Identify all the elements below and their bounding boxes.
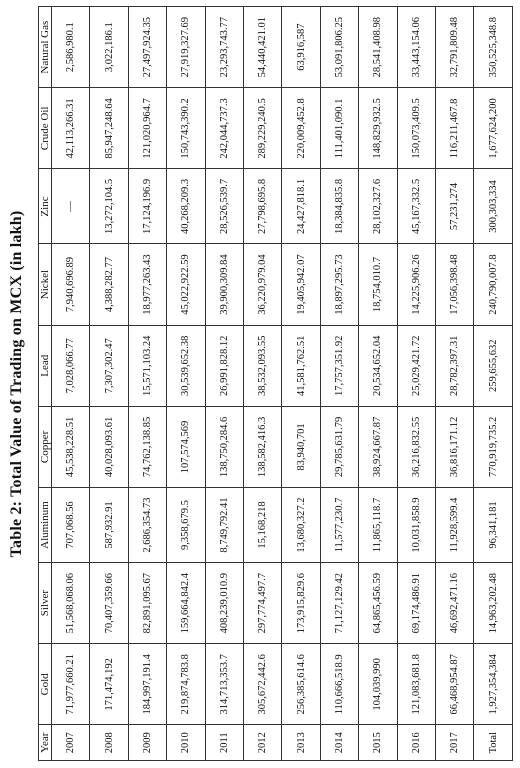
table-cell: 2007 [52, 725, 90, 761]
table-cell: 297,774,497.7 [244, 563, 282, 644]
table-cell: 24,427,818.1 [282, 169, 320, 244]
table-cell: 138,582,416.3 [244, 406, 282, 487]
col-header: Aluminum [39, 488, 52, 563]
table-cell: 9,358,679.5 [167, 488, 205, 563]
table-cell: 66,468,954.87 [436, 644, 474, 725]
table-cell: 20,534,652.04 [359, 325, 397, 406]
table-cell: 74,762,138.85 [128, 406, 166, 487]
table-cell: 587,932.91 [90, 488, 128, 563]
table-cell: 408,239,010.9 [205, 563, 243, 644]
table-cell: 159,664,842.4 [167, 563, 205, 644]
table-row [128, 7, 166, 761]
table-cell: 23,293,743.77 [205, 7, 243, 88]
table-cell: 2009 [128, 725, 166, 761]
table-cell: 53,091,806.25 [320, 7, 358, 88]
table-cell: 27,919,327.69 [167, 7, 205, 88]
table-cell: 96,341,181 [474, 488, 513, 563]
table-cell: 150,743,390.2 [167, 88, 205, 169]
table-cell: 8,749,792.41 [205, 488, 243, 563]
table-cell: 28,541,408.98 [359, 7, 397, 88]
table-cell: 110,666,518.9 [320, 644, 358, 725]
table-cell: 54,440,421.01 [244, 7, 282, 88]
table-cell: 10,031,858.9 [397, 488, 435, 563]
table-cell: 121,083,681.8 [397, 644, 435, 725]
table-row [282, 7, 320, 761]
col-header: Copper [39, 406, 52, 487]
table-cell: 17,757,351.92 [320, 325, 358, 406]
table-cell: 45,538,228.51 [52, 406, 90, 487]
table-cell: 259,655,632 [474, 325, 513, 406]
table-cell: 46,692,471.16 [436, 563, 474, 644]
table-cell: 15,571,103.24 [128, 325, 166, 406]
table-cell: 13,272,104.5 [90, 169, 128, 244]
table-cell: 116,211,467.8 [436, 88, 474, 169]
table-cell: 350,525,348.8 [474, 7, 513, 88]
table-cell: 770,919,735.2 [474, 406, 513, 487]
table-cell: 45,022,922.59 [167, 244, 205, 325]
table-row [205, 7, 243, 761]
table-cell: 18,754,010.7 [359, 244, 397, 325]
table-cell: 15,168,218 [244, 488, 282, 563]
table-cell: 28,102,327.6 [359, 169, 397, 244]
table-row [320, 7, 358, 761]
table-cell: 138,750,284.6 [205, 406, 243, 487]
table-cell: 1,927,354,384 [474, 644, 513, 725]
col-header: Year [39, 725, 52, 761]
table-cell: 40,028,093.61 [90, 406, 128, 487]
table-cell: 300,303,334 [474, 169, 513, 244]
table-cell: 2010 [167, 725, 205, 761]
table-cell: 30,539,652.38 [167, 325, 205, 406]
col-header: Natural Gas [39, 7, 52, 88]
table-cell: 2011 [205, 725, 243, 761]
col-header: Gold [39, 644, 52, 725]
table-cell: 173,915,829.6 [282, 563, 320, 644]
table-cell: 18,384,835.8 [320, 169, 358, 244]
table-cell: 121,020,964.7 [128, 88, 166, 169]
table-cell: 17,124,196.9 [128, 169, 166, 244]
trading-value-table [38, 6, 513, 761]
table-cell: 51,568,068.06 [52, 563, 90, 644]
table-row [90, 7, 128, 761]
table-cell: 13,680,327.2 [282, 488, 320, 563]
table-cell: 64,865,456.59 [359, 563, 397, 644]
col-header: Crude Oil [39, 88, 52, 169]
table-cell: 69,174,486.91 [397, 563, 435, 644]
table-cell: 7,028,066.77 [52, 325, 90, 406]
table-cell: 7,307,302.47 [90, 325, 128, 406]
table-cell: 4,388,282.77 [90, 244, 128, 325]
table-cell: 14,225,906.26 [397, 244, 435, 325]
table-cell: 63,916,587 [282, 7, 320, 88]
header-row [39, 7, 52, 761]
table-cell: 25,029,421.72 [397, 325, 435, 406]
table-cell: 70,407,359.66 [90, 563, 128, 644]
table-row [436, 7, 474, 761]
table-cell: 18,897,295.73 [320, 244, 358, 325]
table-cell: 111,401,090.1 [320, 88, 358, 169]
table-cell: 219,874,783.8 [167, 644, 205, 725]
table-cell: 71,977,660.21 [52, 644, 90, 725]
table-cell: 240,790,007.8 [474, 244, 513, 325]
table-cell: 85,947,248.64 [90, 88, 128, 169]
table-cell: 242,044,737.3 [205, 88, 243, 169]
table-cell: 38,532,093.55 [244, 325, 282, 406]
table-cell: 171,474,192 [90, 644, 128, 725]
table-row [359, 7, 397, 761]
table-cell: 2016 [397, 725, 435, 761]
table-cell: 11,865,118.7 [359, 488, 397, 563]
table-cell: 289,229,240.5 [244, 88, 282, 169]
table-cell: 7,940,696.89 [52, 244, 90, 325]
table-cell: 18,977,263.43 [128, 244, 166, 325]
table-cell: 11,577,230.7 [320, 488, 358, 563]
table-cell: 27,497,924.35 [128, 7, 166, 88]
table-cell: 14,963,202.48 [474, 563, 513, 644]
table-cell: 104,039,990 [359, 644, 397, 725]
table-cell: 33,443,154.06 [397, 7, 435, 88]
table-cell: 256,385,614.6 [282, 644, 320, 725]
table-cell: — [52, 169, 90, 244]
table-cell: 17,056,398.48 [436, 244, 474, 325]
table-cell: 184,997,191.4 [128, 644, 166, 725]
table-cell: 28,526,539.7 [205, 169, 243, 244]
table-cell: 305,672,442.6 [244, 644, 282, 725]
table-cell: 1,677,624,200 [474, 88, 513, 169]
table-cell: 45,167,332.5 [397, 169, 435, 244]
table-cell: 107,574,569 [167, 406, 205, 487]
table-cell: 2,686,354.73 [128, 488, 166, 563]
col-header: Zinc [39, 169, 52, 244]
table-cell: 2013 [282, 725, 320, 761]
table-title: Table 2: Total Value of Trading on MCX (in lakh) [8, 210, 25, 558]
table-cell: 11,928,599.4 [436, 488, 474, 563]
table-cell: 2,586,980.1 [52, 7, 90, 88]
table-row [244, 7, 282, 761]
table-cell: 32,791,809.48 [436, 7, 474, 88]
table-row [52, 7, 90, 761]
table-cell: 19,405,942.07 [282, 244, 320, 325]
table-cell: 26,991,828.12 [205, 325, 243, 406]
table-cell: 707,068.56 [52, 488, 90, 563]
table-cell: 36,216,832.55 [397, 406, 435, 487]
table-cell: 220,009,452.8 [282, 88, 320, 169]
table-cell: Total [474, 725, 513, 761]
table-cell: 150,073,409.5 [397, 88, 435, 169]
table-row [167, 7, 205, 761]
table-cell: 2015 [359, 725, 397, 761]
table-body [52, 7, 513, 761]
table-cell: 148,829,932.5 [359, 88, 397, 169]
table-row [397, 7, 435, 761]
table-cell: 2012 [244, 725, 282, 761]
table-cell: 2014 [320, 725, 358, 761]
table-cell: 38,924,667.87 [359, 406, 397, 487]
col-header: Lead [39, 325, 52, 406]
table-cell: 41,581,762.51 [282, 325, 320, 406]
table-cell: 57,231,274 [436, 169, 474, 244]
col-header: Nickel [39, 244, 52, 325]
table-cell: 314,713,353.7 [205, 644, 243, 725]
table-total-row [474, 7, 513, 761]
col-header: Silver [39, 563, 52, 644]
table-cell: 83,940,701 [282, 406, 320, 487]
table-cell: 71,127,129.42 [320, 563, 358, 644]
table-cell: 27,798,695.8 [244, 169, 282, 244]
table-cell: 29,785,631.79 [320, 406, 358, 487]
table-cell: 3,022,186.1 [90, 7, 128, 88]
table-cell: 36,816,171.12 [436, 406, 474, 487]
table-cell: 2017 [436, 725, 474, 761]
table-cell: 36,220,979.04 [244, 244, 282, 325]
table-cell: 40,268,209.3 [167, 169, 205, 244]
table-cell: 39,900,309.84 [205, 244, 243, 325]
table-cell: 28,782,397.31 [436, 325, 474, 406]
table-cell: 82,891,095.67 [128, 563, 166, 644]
table-cell: 42,113,266.31 [52, 88, 90, 169]
table-cell: 2008 [90, 725, 128, 761]
